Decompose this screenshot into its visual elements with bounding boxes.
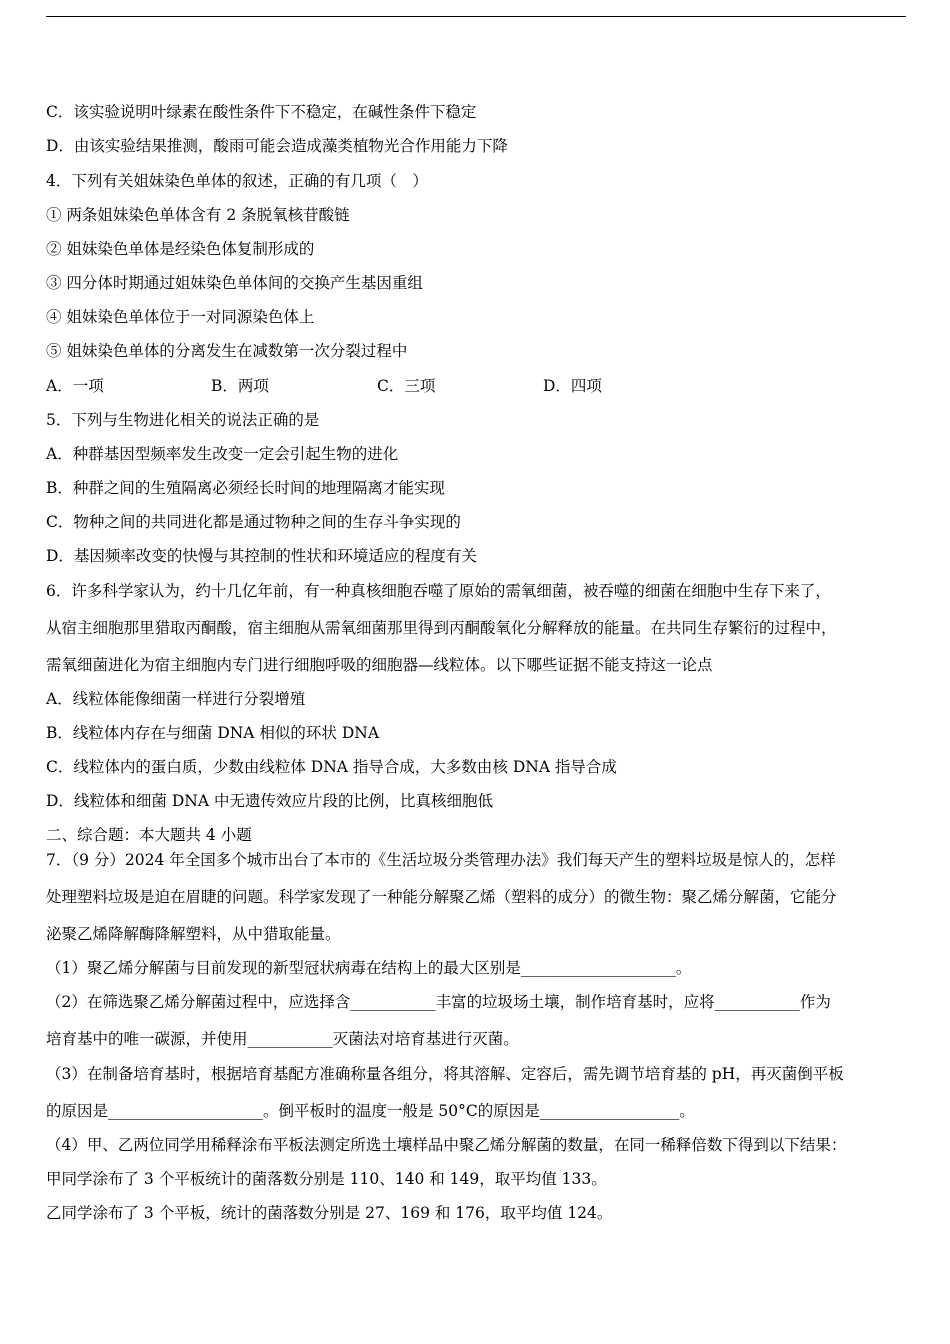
q7-part-3-line-2: 的原因是____________________。倒平板时的温度一般是 50°C的原因是__________________。 <box>46 1102 695 1120</box>
q7-stem-line-1: 7．（9 分）2024 年全国多个城市出台了本市的《生活垃圾分类管理办法》我们每天产生的塑料垃圾是惊人的，怎样 <box>46 851 836 869</box>
q4-stem: 4．下列有关姐妹染色单体的叙述，正确的有几项（ ） <box>46 172 428 190</box>
q3-option-d: D．由该实验结果推测，酸雨可能会造成藻类植物光合作用能力下降 <box>46 137 508 155</box>
q7-part-4-line-3: 乙同学涂布了 3 个平板，统计的菌落数分别是 27、169 和 176，取平均值 124。 <box>46 1204 613 1222</box>
q7-part-1: （1）聚乙烯分解菌与目前发现的新型冠状病毒在结构上的最大区别是____________________。 <box>46 959 692 977</box>
q6-option-a: A．线粒体能像细菌一样进行分裂增殖 <box>46 690 306 708</box>
q7-part-4-line-1: （4）甲、乙两位同学用稀释涂布平板法测定所选土壤样品中聚乙烯分解菌的数量，在同一稀释倍数下得到以下结果： <box>46 1136 847 1154</box>
q7-part-4-line-2: 甲同学涂布了 3 个平板统计的菌落数分别是 110、140 和 149，取平均值 133。 <box>46 1170 607 1188</box>
q5-option-b: B．种群之间的生殖隔离必须经长时间的地理隔离才能实现 <box>46 479 445 497</box>
q7-part-2-line-1: （2）在筛选聚乙烯分解菌过程中，应选择含___________丰富的垃圾场土壤，制作培育基时，应将___________作为 <box>46 993 831 1011</box>
q6-stem-line-2: 从宿主细胞那里猎取丙酮酸，宿主细胞从需氧细菌那里得到丙酮酸氧化分解释放的能量。在共同生存繁衍的过程中， <box>46 619 837 637</box>
q6-option-b: B．线粒体内存在与细菌 DNA 相似的环状 DNA <box>46 724 380 742</box>
q4-statement-1: ① 两条姐妹染色单体含有 2 条脱氧核苷酸链 <box>46 206 350 224</box>
q5-option-d: D．基因频率改变的快慢与其控制的性状和环境适应的程度有关 <box>46 547 477 565</box>
q7-part-2-line-2: 培育基中的唯一碳源，并使用___________灭菌法对培育基进行灭菌。 <box>46 1030 519 1048</box>
q7-stem-line-2: 处理塑料垃圾是迫在眉睫的问题。科学家发现了一种能分解聚乙烯（塑料的成分）的微生物：聚乙烯分解菌，它能分 <box>46 888 837 906</box>
q3-option-c: C．该实验说明叶绿素在酸性条件下不稳定，在碱性条件下稳定 <box>46 103 477 121</box>
q5-option-a: A．种群基因型频率发生改变一定会引起生物的进化 <box>46 445 399 463</box>
q6-stem-line-3: 需氧细菌进化为宿主细胞内专门进行细胞呼吸的细胞器—线粒体。以下哪些证据不能支持这一论点 <box>46 656 713 674</box>
q7-part-3-line-1: （3）在制备培育基时，根据培育基配方准确称量各组分，将其溶解、定容后，需先调节培育基的 pH，再灭菌倒平板 <box>46 1065 844 1083</box>
q6-stem-line-1: 6．许多科学家认为，约十几亿年前，有一种真核细胞吞噬了原始的需氧细菌，被吞噬的细菌在细胞中生存下来了， <box>46 582 831 600</box>
header-rule <box>46 16 906 17</box>
section-2-heading: 二、综合题：本大题共 4 小题 <box>46 826 252 844</box>
q5-stem: 5．下列与生物进化相关的说法正确的是 <box>46 411 320 429</box>
q4-statement-5: ⑤ 姐妹染色单体的分离发生在减数第一次分裂过程中 <box>46 342 408 360</box>
q4-option-d: D．四项 <box>543 377 602 395</box>
q4-option-a: A．一项 <box>46 377 104 395</box>
q5-option-c: C．物种之间的共同进化都是通过物种之间的生存斗争实现的 <box>46 513 461 531</box>
q7-stem-line-3: 泌聚乙烯降解酶降解塑料，从中猎取能量。 <box>46 925 341 943</box>
q6-option-d: D．线粒体和细菌 DNA 中无遗传效应片段的比例，比真核细胞低 <box>46 792 493 810</box>
q4-options <box>46 376 906 396</box>
q6-option-c: C．线粒体内的蛋白质，少数由线粒体 DNA 指导合成，大多数由核 DNA 指导合成 <box>46 758 617 776</box>
q4-option-b: B．两项 <box>211 377 269 395</box>
q4-statement-2: ② 姐妹染色单体是经染色体复制形成的 <box>46 240 315 258</box>
q4-statement-4: ④ 姐妹染色单体位于一对同源染色体上 <box>46 308 315 326</box>
q4-option-c: C．三项 <box>377 377 436 395</box>
q4-statement-3: ③ 四分体时期通过姐妹染色单体间的交换产生基因重组 <box>46 274 423 292</box>
